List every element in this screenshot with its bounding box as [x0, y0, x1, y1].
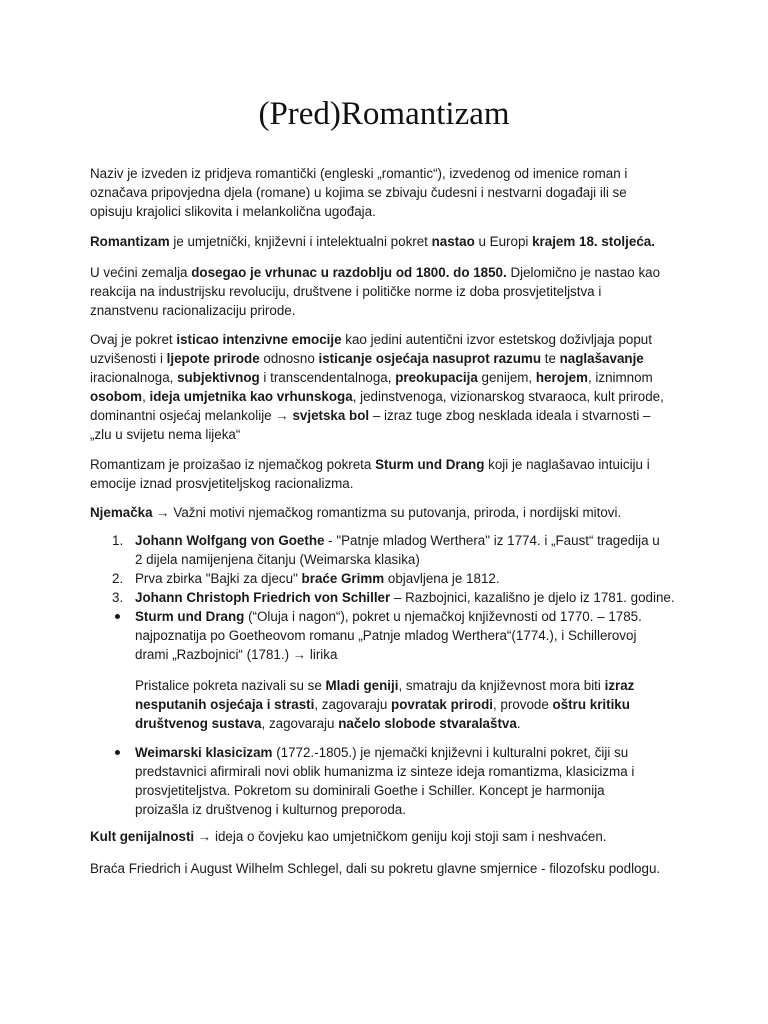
- text-run: , jedinstvenoga, vizionarskog stvaraoca, kult prirode,: [352, 389, 664, 404]
- list-item-line: [135, 626, 636, 645]
- text-run: preokupacija: [395, 370, 478, 385]
- kult-paragraph-line: [90, 827, 607, 846]
- text-run: Važni motivi njemačkog romantizma su putovanja, priroda, i nordijski mitovi.: [169, 505, 622, 520]
- text-run: oštru kritiku: [552, 697, 630, 712]
- list-item-line: [135, 550, 420, 569]
- text-run: proizašla iz društvenog i kulturnog preporoda.: [135, 802, 406, 817]
- text-run: predstavnici afirmirali novi oblik humanizma iz sinteze ideja romantizma, klasicizma i: [135, 764, 635, 779]
- text-run: U većini zemalja: [90, 265, 192, 280]
- arrow-icon: →: [275, 408, 289, 423]
- text-run: uzvišenosti i: [90, 351, 167, 366]
- text-run: znanstvenu racionalizaciju prirode.: [90, 303, 296, 318]
- text-run: (“Oluja i nagon“), pokret u njemačkoj književnosti od 1770. – 1785.: [244, 609, 642, 624]
- intro-paragraph-line: Naziv je izveden iz pridjeva romantički (engleski „romantic“), izvedenog od imenice roman i: [90, 166, 628, 181]
- text-run: nesputanih osjećaja i strasti: [135, 697, 315, 712]
- text-run: braće Grimm: [301, 571, 385, 586]
- pokret-paragraph-line: [90, 368, 653, 387]
- text-run: Mladi geniji: [325, 678, 399, 693]
- text-run: Pristalice pokreta nazivali su se: [135, 678, 326, 693]
- text-run: , zagovaraju: [261, 716, 339, 731]
- list-item-line: [135, 743, 628, 762]
- text-run: emocije iznad prosvjetiteljskog racionalizma.: [90, 476, 354, 491]
- pokret-paragraph-line: [90, 330, 652, 349]
- list-item-line: [135, 762, 634, 781]
- intro-paragraph-line: opisuju krajolici slikovita i melankolična ugođaja.: [90, 204, 376, 219]
- list-item-line: [135, 800, 406, 819]
- intro-paragraph-line: označava pripovjedna djela (romane) u kojima se zbivaju čudesni i nestvarni događaji ili se: [90, 185, 627, 200]
- text-run: 2 dijela namijenjena čitanju (Weimarska klasika): [135, 552, 420, 567]
- mladi-geniji-paragraph-line: [135, 714, 521, 733]
- text-run: povratak prirodi: [391, 697, 493, 712]
- text-run: je umjetnički, književni i intelektualni pokret: [169, 234, 432, 249]
- text-run: i transcendentalnoga,: [259, 370, 396, 385]
- text-run: Djelomično je nastao kao: [506, 265, 661, 280]
- bullet-icon: [115, 750, 120, 755]
- text-run: – Razbojnici, kazališno je djelo iz 1781. godine.: [390, 590, 675, 605]
- text-run: Sturm und Drang: [375, 457, 485, 472]
- text-run: Njemačka: [90, 505, 153, 520]
- text-run: isticao intenzivne emocije: [176, 332, 342, 347]
- text-run: te: [541, 351, 560, 366]
- sturm-paragraph-line: [90, 474, 353, 493]
- list-number: 2.: [112, 571, 124, 586]
- text-run: reakcija na industrijsku revoluciju, društvene i političke norme iz doba prosvjetiteljstva i: [90, 284, 602, 299]
- text-run: dosegao je vrhunac u razdoblju od 1800. do 1850.: [191, 265, 507, 280]
- arrow-icon: →: [156, 505, 170, 520]
- vrhunac-paragraph-line: [90, 282, 601, 301]
- text-run: Johann Christoph Friedrich von Schiller: [135, 590, 391, 605]
- list-number: 3.: [112, 590, 124, 605]
- text-run: ideja o čovjeku kao umjetničkom geniju koji stoji sam i neshvaćen.: [211, 829, 607, 844]
- pokret-paragraph-line: [90, 406, 651, 425]
- text-run: herojem: [535, 370, 588, 385]
- text-run: osobom: [90, 389, 143, 404]
- text-run: ideja umjetnika kao vrhunskoga: [149, 389, 353, 404]
- text-run: svjetska bol: [292, 408, 370, 423]
- njemacka-paragraph-line: [90, 503, 621, 522]
- pokret-paragraph-line: [90, 349, 644, 368]
- text-run: , iznimnom: [587, 370, 653, 385]
- text-run: Prva zbirka "Bajki za djecu": [135, 571, 302, 586]
- text-run: izraz: [604, 678, 635, 693]
- text-run: Sturm und Drang: [135, 609, 245, 624]
- text-run: najpoznatija po Goetheovom romanu „Patnje mladog Werthera“(1774.), i Schillerovoj: [135, 628, 637, 643]
- text-run: isticanje osjećaja nasuprot razumu: [318, 351, 542, 366]
- text-run: Kult genijalnosti: [90, 829, 195, 844]
- text-run: odnosno: [259, 351, 319, 366]
- text-run: Johann Wolfgang von Goethe: [135, 533, 325, 548]
- text-run: , provode: [492, 697, 553, 712]
- list-item-line: [135, 607, 642, 626]
- text-run: - "Patnje mladog Werthera" iz 1774. i „Faust“ tragedija u: [324, 533, 660, 548]
- text-run: društvenog sustava: [135, 716, 262, 731]
- list-item-line: [135, 531, 660, 550]
- text-run: u Europi: [474, 234, 533, 249]
- text-run: nastao: [431, 234, 475, 249]
- pokret-paragraph-line: [90, 387, 664, 406]
- list-item-line: [135, 569, 500, 588]
- text-run: ,: [142, 389, 150, 404]
- bullet-icon: [115, 614, 120, 619]
- text-run: subjektivnog: [177, 370, 260, 385]
- text-run: objavljena je 1812.: [384, 571, 500, 586]
- vrhunac-paragraph-line: [90, 263, 660, 282]
- text-run: kao jedini autentični izvor estetskog doživljaja poput: [341, 332, 652, 347]
- text-run: Weimarski klasicizam: [135, 745, 273, 760]
- text-run: iracionalnoga,: [90, 370, 178, 385]
- text-run: genijem,: [477, 370, 536, 385]
- pokret-paragraph-line: [90, 425, 240, 444]
- text-run: , zagovaraju: [314, 697, 392, 712]
- list-number: 1.: [112, 533, 124, 548]
- text-run: prosvjetiteljstva. Pokretom su dominirali Goethe i Schiller. Koncept je harmonija: [135, 783, 605, 798]
- text-run: Braća Friedrich i August Wilhelm Schlegel, dali su pokretu glavne smjernice - filozofsku podlogu.: [90, 861, 661, 876]
- text-run: koji je naglašavao intuiciju i: [484, 457, 650, 472]
- sturm-paragraph-line: [90, 455, 650, 474]
- text-run: (1772.-1805.) je njemački književni i kulturalni pokret, čiji su: [272, 745, 629, 760]
- page-title: (Pred)Romantizam: [258, 96, 510, 132]
- text-run: drami „Razbojnici“ (1781.) → lirika: [135, 647, 338, 662]
- schlegel-paragraph-line: [90, 859, 660, 878]
- mladi-geniji-paragraph-line: [135, 695, 630, 714]
- text-run: dominantni osjećaj melankolije: [90, 408, 276, 423]
- arrow-icon: →: [197, 829, 212, 844]
- text-run: načelo slobode stvaralaštva: [338, 716, 517, 731]
- text-run: krajem 18. stoljeća.: [532, 234, 655, 249]
- text-run: , smatraju da književnost mora biti: [398, 678, 605, 693]
- list-item-line: [135, 645, 337, 664]
- vrhunac-paragraph-line: [90, 301, 295, 320]
- romantizam-paragraph-line: [90, 232, 655, 251]
- text-run: „zlu u svijetu nema lijeka“: [90, 427, 241, 442]
- list-item-line: [135, 588, 675, 607]
- mladi-geniji-paragraph-line: [135, 676, 634, 695]
- text-run: Ovaj je pokret: [90, 332, 177, 347]
- text-run: .: [516, 716, 521, 731]
- text-run: naglašavanje: [559, 351, 644, 366]
- text-run: Romantizam: [90, 234, 170, 249]
- list-item-line: [135, 781, 605, 800]
- text-run: Romantizam je proizašao iz njemačkog pokreta: [90, 457, 376, 472]
- text-run: – izraz tuge zbog nesklada ideala i stvarnosti –: [369, 408, 651, 423]
- text-run: ljepote prirode: [166, 351, 260, 366]
